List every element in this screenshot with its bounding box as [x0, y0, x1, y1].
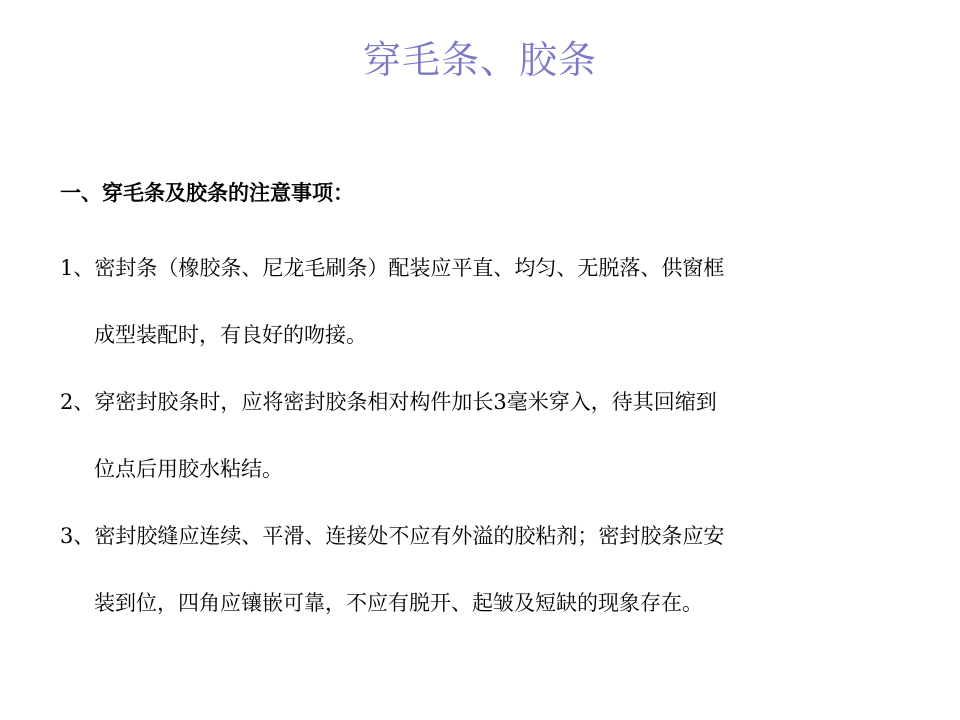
slide-body: [60, 172, 920, 637]
list-item-continuation: 装到位，四角应镶嵌可靠，不应有脱开、起皱及短缺的现象存在。: [94, 591, 703, 615]
list-item-continuation: 成型装配时，有良好的吻接。: [94, 323, 367, 347]
list-item-line: 1、密封条（橡胶条、尼龙毛刷条）配装应平直、均匀、无脱落、供窗框: [60, 256, 725, 280]
list-item-line: 3、密封胶缝应连续、平滑、连接处不应有外溢的胶粘剂；密封胶条应安: [60, 524, 725, 548]
section-heading: 一、穿毛条及胶条的注意事项：: [60, 180, 354, 205]
list-item: [60, 369, 920, 503]
slide-title: 穿毛条、胶条: [362, 38, 597, 82]
list-item: [60, 235, 920, 369]
list-item-continuation: 位点后用胶水粘结。: [94, 457, 283, 481]
list-item-line: 2、穿密封胶条时，应将密封胶条相对构件加长3毫米穿入，待其回缩到: [60, 390, 717, 414]
list-item: [60, 503, 920, 637]
